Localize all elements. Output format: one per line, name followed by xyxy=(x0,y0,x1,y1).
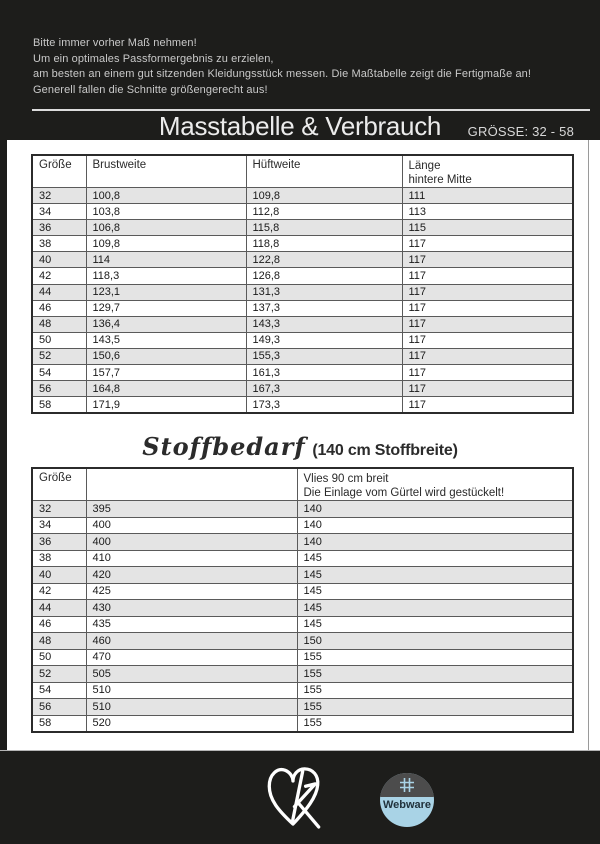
table-cell: 52 xyxy=(32,666,86,683)
table-cell: 111 xyxy=(402,188,573,204)
table-cell: 435 xyxy=(86,616,297,633)
table-cell: 56 xyxy=(32,699,86,716)
table-cell: 115,8 xyxy=(246,220,402,236)
table-row xyxy=(32,600,573,617)
table-cell: 117 xyxy=(402,316,573,332)
intro-line: Bitte immer vorher Maß nehmen! xyxy=(33,37,197,49)
table-cell: 145 xyxy=(297,616,573,633)
table-cell: 430 xyxy=(86,600,297,617)
table-cell: 42 xyxy=(32,583,86,600)
table-cell: 46 xyxy=(32,616,86,633)
col-header-length-line1: Länge xyxy=(408,160,441,172)
table-cell: 155 xyxy=(297,682,573,699)
table-cell: 40 xyxy=(32,567,86,584)
table-cell: 155 xyxy=(297,666,573,683)
table-cell: 510 xyxy=(86,699,297,716)
table-cell: 118,8 xyxy=(246,236,402,252)
table-cell: 50 xyxy=(32,649,86,666)
table-cell: 395 xyxy=(86,501,297,518)
table-cell: 50 xyxy=(32,332,86,348)
table-cell: 143,5 xyxy=(86,332,246,348)
table-row xyxy=(32,220,573,236)
table-cell: 109,8 xyxy=(246,188,402,204)
size-range-label: GRÖSSE: 32 - 58 xyxy=(467,124,574,139)
table-cell: 145 xyxy=(297,583,573,600)
table-cell: 510 xyxy=(86,682,297,699)
table-cell: 117 xyxy=(402,365,573,381)
table-cell: 131,3 xyxy=(246,284,402,300)
table-cell: 34 xyxy=(32,517,86,534)
table-row xyxy=(32,316,573,332)
table-cell: 149,3 xyxy=(246,332,402,348)
table-row xyxy=(32,534,573,551)
table-cell: 56 xyxy=(32,381,86,397)
table-row xyxy=(32,517,573,534)
table-cell: 34 xyxy=(32,204,86,220)
table-row xyxy=(32,348,573,364)
table-row xyxy=(32,332,573,348)
measurement-table-header-row xyxy=(32,155,573,188)
table-cell: 400 xyxy=(86,534,297,551)
col-header-size: Größe xyxy=(32,468,86,501)
table-cell: 117 xyxy=(402,252,573,268)
table-cell: 167,3 xyxy=(246,381,402,397)
table-cell: 155 xyxy=(297,649,573,666)
table-cell: 36 xyxy=(32,534,86,551)
table-cell: 173,3 xyxy=(246,397,402,414)
table-row xyxy=(32,300,573,316)
table-row xyxy=(32,381,573,397)
table-cell: 122,8 xyxy=(246,252,402,268)
table-cell: 114 xyxy=(86,252,246,268)
table-cell: 106,8 xyxy=(86,220,246,236)
fabric-weave-icon xyxy=(380,773,434,797)
col-header-fabric xyxy=(86,468,297,501)
table-row xyxy=(32,252,573,268)
table-cell: 171,9 xyxy=(86,397,246,414)
table-row xyxy=(32,204,573,220)
table-cell: 113 xyxy=(402,204,573,220)
table-cell: 137,3 xyxy=(246,300,402,316)
table-row xyxy=(32,666,573,683)
col-header-vlies-line2: Die Einlage vom Gürtel wird gestückelt! xyxy=(303,487,505,499)
table-cell: 48 xyxy=(32,316,86,332)
table-cell: 140 xyxy=(297,501,573,518)
fabric-section-heading xyxy=(0,432,600,462)
table-cell: 117 xyxy=(402,284,573,300)
table-cell: 40 xyxy=(32,252,86,268)
fabric-script-title: Stoffbedarf xyxy=(142,432,306,461)
table-cell: 145 xyxy=(297,567,573,584)
table-cell: 410 xyxy=(86,550,297,567)
table-cell: 520 xyxy=(86,715,297,732)
table-cell: 145 xyxy=(297,550,573,567)
table-row xyxy=(32,188,573,204)
table-cell: 36 xyxy=(32,220,86,236)
table-row xyxy=(32,501,573,518)
table-cell: 38 xyxy=(32,550,86,567)
header-band xyxy=(0,0,600,140)
table-cell: 44 xyxy=(32,284,86,300)
table-row xyxy=(32,633,573,650)
table-cell: 164,8 xyxy=(86,381,246,397)
table-cell: 157,7 xyxy=(86,365,246,381)
col-header-length xyxy=(402,155,573,188)
table-cell: 155 xyxy=(297,715,573,732)
table-cell: 470 xyxy=(86,649,297,666)
table-cell: 117 xyxy=(402,332,573,348)
table-cell: 42 xyxy=(32,268,86,284)
footer-band xyxy=(0,750,600,844)
table-row xyxy=(32,715,573,732)
table-cell: 425 xyxy=(86,583,297,600)
table-cell: 109,8 xyxy=(86,236,246,252)
table-row xyxy=(32,616,573,633)
table-cell: 117 xyxy=(402,236,573,252)
col-header-bust: Brustweite xyxy=(86,155,246,188)
table-cell: 129,7 xyxy=(86,300,246,316)
col-header-vlies xyxy=(297,468,573,501)
table-cell: 115 xyxy=(402,220,573,236)
fabric-table xyxy=(31,467,574,733)
webware-badge xyxy=(380,773,434,827)
table-cell: 112,8 xyxy=(246,204,402,220)
table-cell: 420 xyxy=(86,567,297,584)
col-header-length-line2: hintere Mitte xyxy=(408,174,472,186)
col-header-vlies-line1: Vlies 90 cm breit xyxy=(303,473,389,485)
heart-k-brand-logo-icon xyxy=(262,759,324,836)
measurement-table xyxy=(31,154,574,414)
table-cell: 123,1 xyxy=(86,284,246,300)
table-cell: 161,3 xyxy=(246,365,402,381)
table-row xyxy=(32,365,573,381)
table-cell: 136,4 xyxy=(86,316,246,332)
table-row xyxy=(32,583,573,600)
table-cell: 505 xyxy=(86,666,297,683)
table-cell: 400 xyxy=(86,517,297,534)
table-cell: 460 xyxy=(86,633,297,650)
fabric-subtitle: (140 cm Stoffbreite) xyxy=(312,442,458,459)
table-row xyxy=(32,284,573,300)
table-cell: 155,3 xyxy=(246,348,402,364)
table-cell: 44 xyxy=(32,600,86,617)
table-cell: 117 xyxy=(402,397,573,414)
table-cell: 117 xyxy=(402,268,573,284)
table-cell: 117 xyxy=(402,348,573,364)
table-cell: 126,8 xyxy=(246,268,402,284)
table-cell: 58 xyxy=(32,397,86,414)
table-cell: 140 xyxy=(297,534,573,551)
intro-text xyxy=(33,36,531,98)
table-cell: 118,3 xyxy=(86,268,246,284)
table-cell: 100,8 xyxy=(86,188,246,204)
intro-line: Um ein optimales Passformergebnis zu erzielen, xyxy=(33,52,274,65)
table-row xyxy=(32,682,573,699)
intro-line: am besten an einem gut sitzenden Kleidungsstück messen. Die Maßtabelle zeigt die Fertigmaße an! xyxy=(33,68,532,80)
table-cell: 150 xyxy=(297,633,573,650)
fabric-table-header-row xyxy=(32,468,573,501)
intro-line: Generell fallen die Schnitte größengerecht aus! xyxy=(33,83,268,96)
table-row xyxy=(32,397,573,414)
table-cell: 32 xyxy=(32,188,86,204)
table-cell: 143,3 xyxy=(246,316,402,332)
table-cell: 54 xyxy=(32,682,86,699)
table-cell: 155 xyxy=(297,699,573,716)
table-cell: 117 xyxy=(402,381,573,397)
table-cell: 140 xyxy=(297,517,573,534)
col-header-size: Größe xyxy=(32,155,86,188)
page-title: Masstabelle & Verbrauch xyxy=(158,111,442,141)
col-header-hip: Hüftweite xyxy=(246,155,402,188)
table-cell: 117 xyxy=(402,300,573,316)
table-cell: 52 xyxy=(32,348,86,364)
table-row xyxy=(32,649,573,666)
table-cell: 38 xyxy=(32,236,86,252)
table-row xyxy=(32,268,573,284)
table-cell: 150,6 xyxy=(86,348,246,364)
table-cell: 103,8 xyxy=(86,204,246,220)
webware-label: Webware xyxy=(382,799,432,811)
table-row xyxy=(32,236,573,252)
table-cell: 46 xyxy=(32,300,86,316)
table-cell: 54 xyxy=(32,365,86,381)
table-cell: 145 xyxy=(297,600,573,617)
table-cell: 32 xyxy=(32,501,86,518)
table-row xyxy=(32,550,573,567)
table-cell: 48 xyxy=(32,633,86,650)
table-row xyxy=(32,699,573,716)
table-row xyxy=(32,567,573,584)
table-cell: 58 xyxy=(32,715,86,732)
